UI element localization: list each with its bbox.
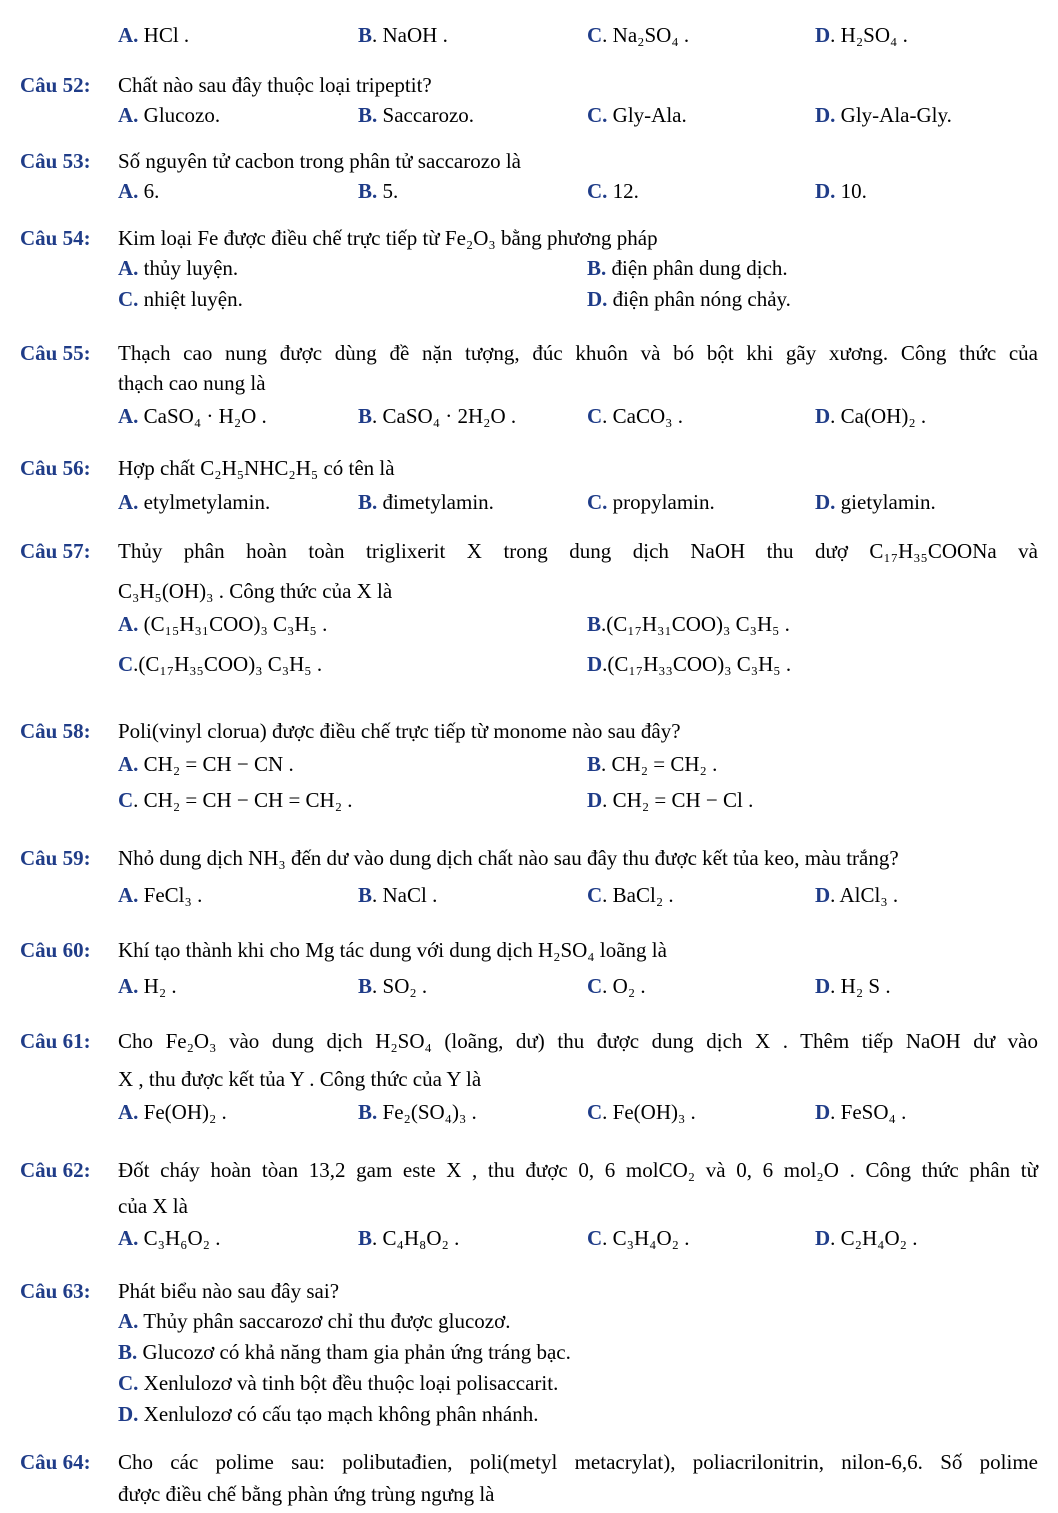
option-b: B. Saccarozo. (358, 103, 475, 127)
option-b: B. Fe₂(SO₄)₃ . (358, 1100, 477, 1124)
option-b: B. 5. (358, 179, 399, 203)
option-d: D. H₂ S . (815, 974, 891, 998)
question-63 (0, 1276, 1058, 1430)
question-56 (0, 453, 1058, 518)
option-d: D. gietylamin. (815, 490, 936, 514)
option-c: C. 12. (587, 179, 639, 203)
option-a: A. HCl . (118, 23, 190, 47)
question-stem: Đốt cháy hoàn tòan 13,2 gam este X , thu được 0, 6 molCO₂ và 0, 6 mol₂O . Công thức phân từ (118, 1158, 1038, 1182)
question-stem-cont: X , thu được kết tủa Y . Công thức của Y là (118, 1067, 482, 1091)
option-c: C.(C₁₇H₃₅COO)₃ C₃H₅ . (118, 652, 323, 676)
option-d: D. Xenlulozơ có cấu tạo mạch không phân nhánh. (118, 1402, 539, 1426)
option-b: B. CH₂ = CH₂ . (587, 752, 718, 776)
question-number: Câu 53: (20, 149, 91, 173)
option-d: D. điện phân nóng chảy. (587, 287, 791, 311)
option-d: D. C₂H₄O₂ . (815, 1226, 918, 1250)
option-a: A. etylmetylamin. (118, 490, 271, 514)
option-a: A. (C₁₅H₃₁COO)₃ C₃H₅ . (118, 612, 328, 636)
option-a: A. C₃H₆O₂ . (118, 1226, 221, 1250)
question-60 (0, 935, 1058, 1002)
option-a: A. CH₂ = CH − CN . (118, 752, 294, 776)
option-b: B.(C₁₇H₃₁COO)₃ C₃H₅ . (587, 612, 790, 636)
question-stem: Poli(vinyl clorua) được điều chế trực tiếp từ monome nào sau đây? (118, 719, 681, 743)
option-b: B. NaCl . (358, 883, 438, 907)
option-a: A. H₂ . (118, 974, 177, 998)
question-57 (0, 536, 1058, 684)
option-a: A. Fe(OH)₂ . (118, 1100, 227, 1124)
question-number: Câu 61: (20, 1029, 91, 1053)
option-d: D. Gly-Ala-Gly. (815, 103, 952, 127)
option-d: D. AlCl₃ . (815, 883, 899, 907)
option-c: C. Gly-Ala. (587, 103, 687, 127)
question-number: Câu 57: (20, 539, 91, 563)
option-c: C. nhiệt luyện. (118, 287, 243, 311)
option-c: C. CaCO₃ . (587, 404, 683, 428)
option-d: D. CH₂ = CH − Cl . (587, 788, 754, 812)
question-number: Câu 55: (20, 341, 91, 365)
option-d: D.(C₁₇H₃₃COO)₃ C₃H₅ . (587, 652, 792, 676)
option-a: A. Thủy phân saccarozơ chỉ thu được glucozơ. (118, 1309, 511, 1333)
option-c: C. propylamin. (587, 490, 715, 514)
option-b: B. điện phân dung dịch. (587, 256, 788, 280)
option-b: B. CaSO₄ · 2H₂O . (358, 404, 517, 428)
option-d: D. H₂SO₄ . (815, 23, 908, 47)
option-b: B. Glucozơ có khả năng tham gia phản ứng tráng bạc. (118, 1340, 571, 1364)
question-stem: Kim loại Fe được điều chế trực tiếp từ Fe₂O₃ bằng phương pháp (118, 226, 658, 250)
question-stem-cont: C₃H₅(OH)₃ . Công thức của X là (118, 579, 393, 603)
option-a: A. Glucozo. (118, 103, 221, 127)
question-number: Câu 64: (20, 1450, 91, 1474)
option-row (0, 20, 1058, 51)
question-number: Câu 56: (20, 456, 91, 480)
option-c: C. Na₂SO₄ . (587, 23, 690, 47)
question-59 (0, 843, 1058, 911)
option-a: A. 6. (118, 179, 160, 203)
question-stem: Khí tạo thành khi cho Mg tác dung với dung dịch H₂SO₄ loãng là (118, 938, 667, 962)
question-number: Câu 63: (20, 1279, 91, 1303)
question-stem-cont: được điều chế bằng phàn ứng trùng ngưng là (118, 1482, 495, 1506)
option-c: C. O₂ . (587, 974, 646, 998)
option-c: C. Fe(OH)₃ . (587, 1100, 696, 1124)
option-c: C. CH₂ = CH − CH = CH₂ . (118, 788, 353, 812)
option-a: A. thủy luyện. (118, 256, 239, 280)
option-c: C. BaCl₂ . (587, 883, 674, 907)
question-stem-cont: của X là (118, 1194, 188, 1218)
question-61 (0, 1026, 1058, 1130)
question-stem: Thủy phân hoàn toàn triglixerit X trong dung dịch NaOH thu dượ C₁₇H₃₅COONa và (118, 539, 1038, 563)
option-d: D. 10. (815, 179, 867, 203)
option-a: A. CaSO₄ · H₂O . (118, 404, 267, 428)
question-stem: Hợp chất C₂H₅NHC₂H₅ có tên là (118, 456, 395, 480)
option-d: D. FeSO₄ . (815, 1100, 907, 1124)
option-d: D. Ca(OH)₂ . (815, 404, 927, 428)
question-55 (0, 338, 1058, 432)
question-number: Câu 59: (20, 846, 91, 870)
question-stem: Cho Fe₂O₃ vào dung dịch H₂SO₄ (loãng, dư) thu được dung dịch X . Thêm tiếp NaOH dư vào (118, 1029, 1038, 1053)
question-stem: Nhỏ dung dịch NH₃ đến dư vào dung dịch chất nào sau đây thu được kết tủa keo, màu trắng? (118, 846, 899, 870)
option-b: B. SO₂ . (358, 974, 428, 998)
question-stem: Thạch cao nung được dùng đề nặn tượng, đúc khuôn và bó bột khi gãy xương. Công thức của (118, 341, 1038, 365)
option-b: B. NaOH . (358, 23, 448, 47)
question-62 (0, 1155, 1058, 1254)
top-options (0, 20, 1058, 51)
question-stem: Số nguyên tử cacbon trong phân tử saccarozo là (118, 149, 521, 173)
question-64 (0, 1447, 1058, 1509)
question-number: Câu 62: (20, 1158, 91, 1182)
question-52 (0, 70, 1058, 131)
question-54 (0, 223, 1058, 315)
question-stem-cont: thạch cao nung là (118, 371, 266, 395)
question-stem: Cho các polime sau: polibutađien, poli(metyl metacrylat), poliacrilonitrin, nilon-6,6. Số polime (118, 1450, 1038, 1474)
option-b: B. C₄H₈O₂ . (358, 1226, 460, 1250)
option-c: C. C₃H₄O₂ . (587, 1226, 690, 1250)
question-58 (0, 716, 1058, 818)
question-number: Câu 60: (20, 938, 91, 962)
option-a: A. FeCl₃ . (118, 883, 203, 907)
question-number: Câu 52: (20, 73, 91, 97)
option-b: B. đimetylamin. (358, 490, 494, 514)
question-stem: Chất nào sau đây thuộc loại tripeptit? (118, 73, 432, 97)
question-number: Câu 54: (20, 226, 91, 250)
question-number: Câu 58: (20, 719, 91, 743)
option-c: C. Xenlulozơ và tinh bột đều thuộc loại polisaccarit. (118, 1371, 559, 1395)
question-53 (0, 146, 1058, 207)
question-stem: Phát biểu nào sau đây sai? (118, 1279, 340, 1303)
